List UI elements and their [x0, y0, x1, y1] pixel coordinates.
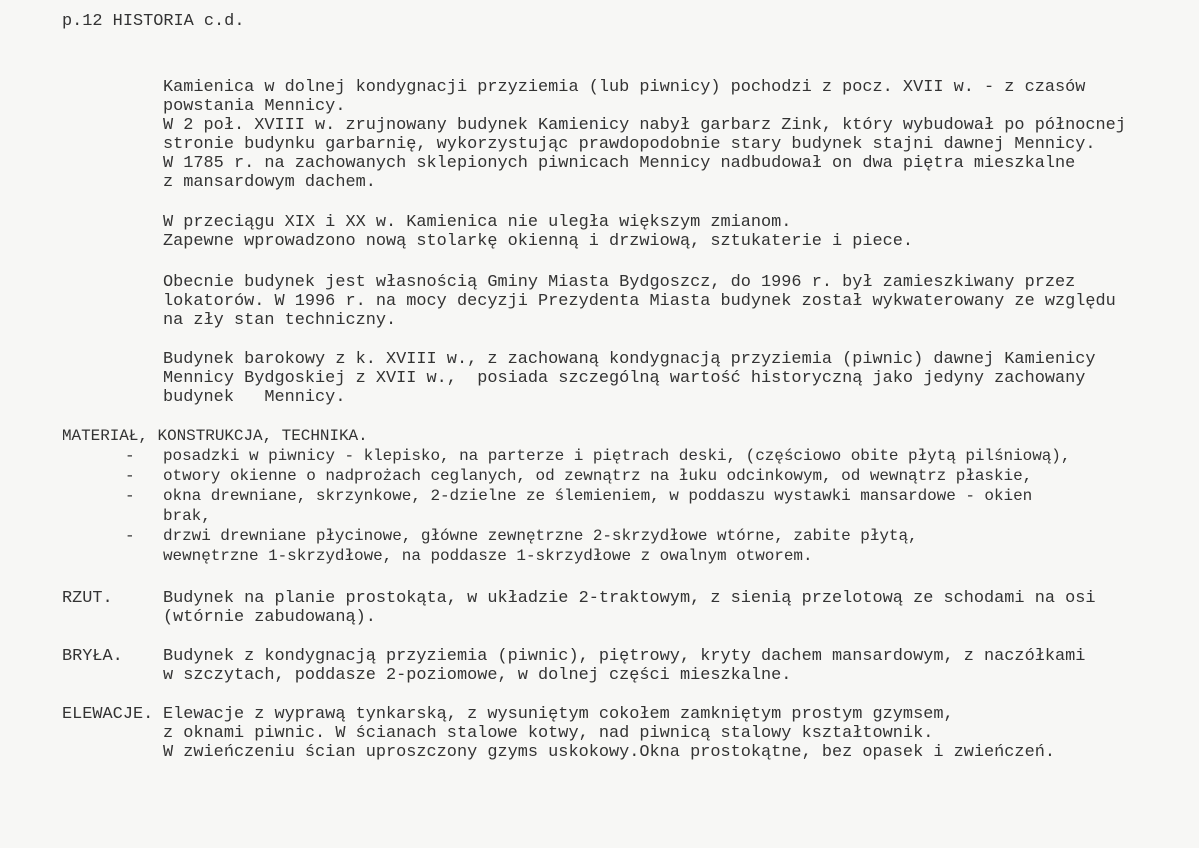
text-line: W 2 poł. XVIII w. zrujnowany budynek Kamienicy nabył garbarz Zink, który wybudował po północnej	[163, 116, 1126, 135]
text-line: z mansardowym dachem.	[163, 173, 376, 192]
text-line: z oknami piwnic. W ścianach stalowe kotwy, nad piwnicą stalowy kształtownik.	[163, 724, 934, 743]
bullet-dash: -	[125, 467, 135, 485]
text-line: Budynek z kondygnacją przyziemia (piwnic), piętrowy, kryty dachem mansardowym, z naczółkami	[163, 647, 1086, 666]
text-line: lokatorów. W 1996 r. na mocy decyzji Prezydenta Miasta budynek został wykwaterowany ze względu	[163, 292, 1116, 311]
bryla-label: BRYŁA.	[62, 647, 123, 666]
text-line: Zapewne wprowadzono nową stolarkę okienną i drzwiową, sztukaterie i piece.	[163, 232, 914, 251]
text-line: Budynek barokowy z k. XVIII w., z zachowaną kondygnacją przyziemia (piwnic) dawnej Kamienicy	[163, 350, 1096, 369]
text-line: powstania Mennicy.	[163, 97, 346, 116]
text-line: Elewacje z wyprawą tynkarską, z wysuniętym cokołem zamkniętym prostym gzymsem,	[163, 705, 954, 724]
elewacje-label: ELEWACJE.	[62, 705, 154, 724]
material-label: MATERIAŁ, KONSTRUKCJA, TECHNIKA.	[62, 427, 368, 445]
historia-paragraph-1	[163, 78, 1126, 192]
historia-paragraph-2	[163, 213, 913, 251]
text-line: Kamienica w dolnej kondygnacji przyziemia (lub piwnicy) pochodzi z pocz. XVII w. - z czasów	[163, 78, 1086, 97]
text-line: Mennicy Bydgoskiej z XVII w., posiada szczególną wartość historyczną jako jedyny zachowany	[163, 369, 1086, 388]
text-line: W przeciągu XIX i XX w. Kamienica nie uległa większym zmianom.	[163, 213, 792, 232]
text-line: w szczytach, poddasze 2-poziomowe, w dolnej części mieszkalne.	[163, 666, 792, 685]
material-item-3	[163, 487, 1032, 526]
text-line: brak,	[163, 506, 211, 525]
bryla-text	[163, 647, 1085, 685]
historia-paragraph-4	[163, 350, 1096, 407]
text-line: budynek Mennicy.	[163, 388, 346, 407]
elewacje-text	[163, 705, 1055, 762]
rzut-text	[163, 589, 1096, 627]
historia-paragraph-3	[163, 273, 1116, 330]
material-item-2: otwory okienne o nadprożach ceglanych, od zewnątrz na łuku odcinkowym, od wewnątrz płaskie,	[163, 467, 1033, 485]
bullet-dash: -	[125, 487, 135, 505]
text-line: Obecnie budynek jest własnością Gminy Miasta Bydgoszcz, do 1996 r. był zamieszkiwany przez	[163, 273, 1076, 292]
text-line: drzwi drewniane płycinowe, główne zewnętrzne 2-skrzydłowe wtórne, zabite płytą,	[163, 527, 918, 545]
text-line: na zły stan techniczny.	[163, 311, 397, 330]
text-line: (wtórnie zabudowaną).	[163, 608, 376, 627]
material-item-4	[163, 527, 918, 566]
rzut-label: RZUT.	[62, 589, 113, 608]
text-line: W 1785 r. na zachowanych sklepionych piwnicach Mennicy nadbudował on dwa piętra mieszkalne	[163, 154, 1076, 173]
text-line: Budynek na planie prostokąta, w układzie 2-traktowym, z sienią przelotową ze schodami na osi	[163, 589, 1096, 608]
text-line: stronie budynku garbarnię, wykorzystując prawdopodobnie stary budynek stajni dawnej Mennicy.	[163, 135, 1096, 154]
text-line: W zwieńczeniu ścian uproszczony gzyms uskokowy.Okna prostokątne, bez opasek i zwieńczeń.	[163, 743, 1055, 762]
text-line: okna drewniane, skrzynkowe, 2-dzielne ze ślemieniem, w poddaszu wystawki mansardowe - okien	[163, 487, 1033, 505]
text-line: wewnętrzne 1-skrzydłowe, na poddasze 1-skrzydłowe z owalnym otworem.	[163, 546, 813, 565]
bullet-dash: -	[125, 447, 135, 465]
material-item-1: posadzki w piwnicy - klepisko, na parterze i piętrach deski, (częściowo obite płytą pilśniową),	[163, 447, 1071, 465]
page-heading: p.12 HISTORIA c.d.	[62, 12, 245, 31]
bullet-dash: -	[125, 527, 135, 545]
